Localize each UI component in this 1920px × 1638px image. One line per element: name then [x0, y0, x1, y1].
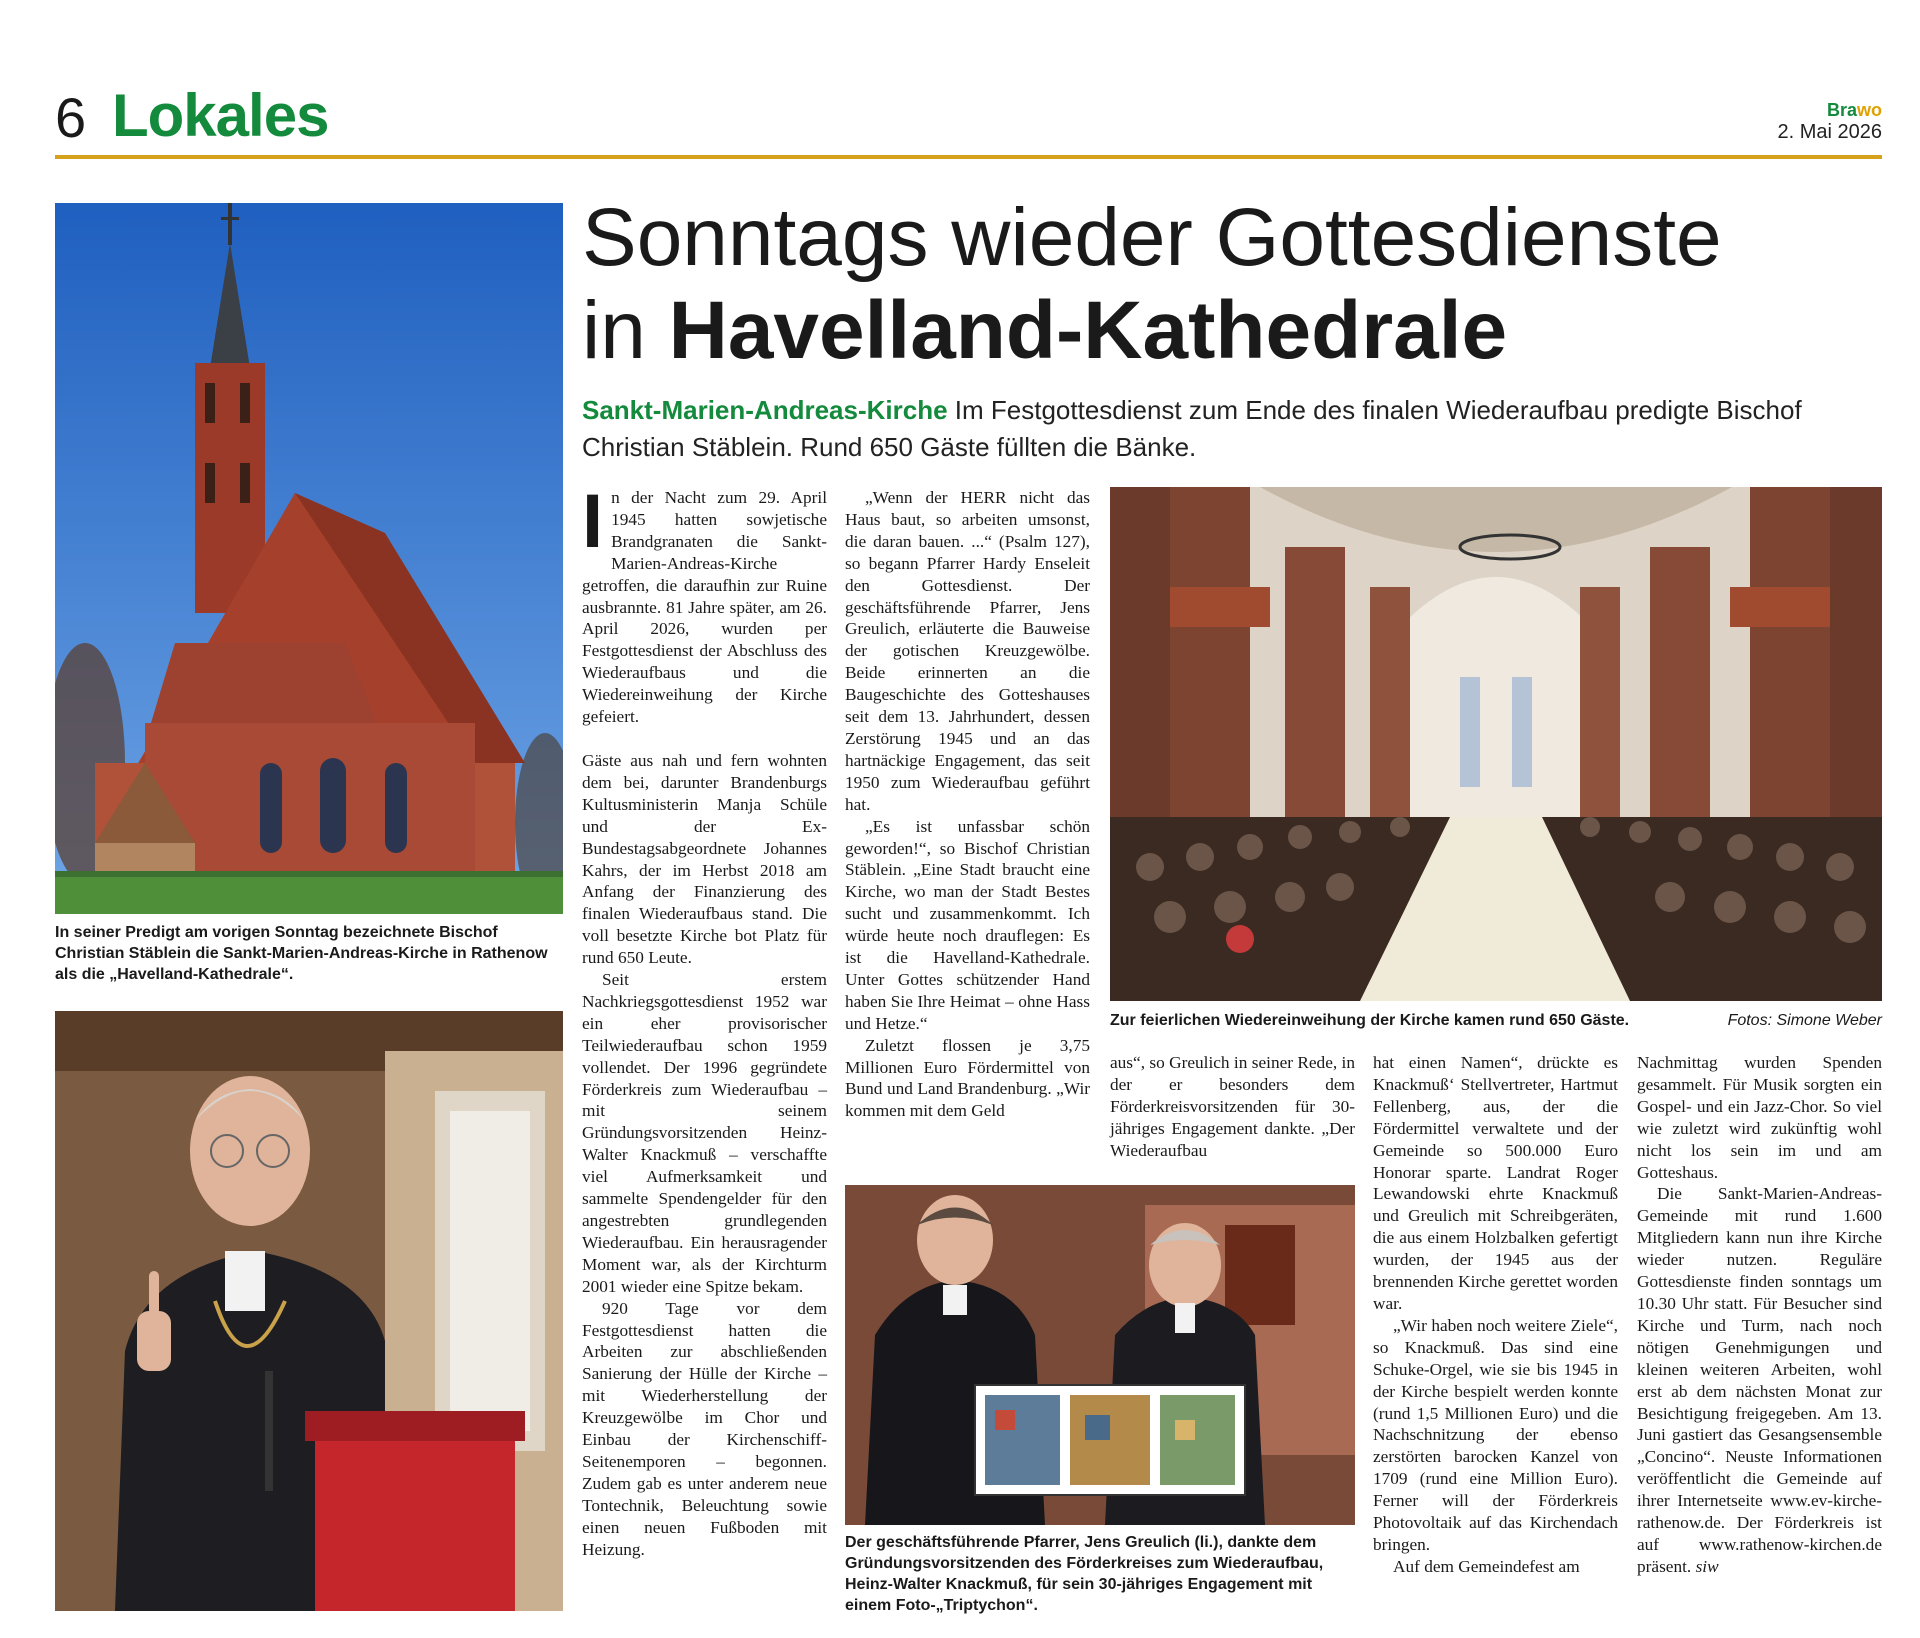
- col5-paragraph-2-text: Die Sankt-Marien-Andreas-Gemeinde mit rund 1.600 Mitgliedern kann nun ihre Kirche wieder nutzen. Reguläre Gottesdienste finden sonntags um 10.30 Uhr statt. Für Besucher sind Kirche und Turm, nach noch nötigen Genehmigungen und kleinen weiteren Arbeiten, wohl erst ab dem nächsten Monat zur Besichtigung freigegeben. Am 13. Juni gastiert das Gesangsensemble „Concino“. Neuste Informationen veröffentlicht die Gemeinde auf ihrer Internetseite www.ev-kirche-rathenow.de. Der Förderkreis ist auf www.rathenow-kirchen.de präsent.: [1637, 1184, 1882, 1576]
- header-rule: [55, 155, 1882, 159]
- col2-paragraph-2: „Es ist unfassbar schön geworden!“, so Bischof Christian Stäblein. „Eine Stadt braucht eine Kirche, wo man der Stadt Bestes sucht und zusammenkommt. Ich würde heute noch drauflegen: Es ist die Havelland-Kathedrale. Unter Gottes schützender Hand haben Sie Ihre Heimat – ohne Hass und Hetze.“: [845, 816, 1090, 1033]
- bishop-photo: [55, 1011, 563, 1611]
- article-column-1: [582, 479, 827, 1561]
- triptych-photo: [845, 1185, 1355, 1525]
- triptych-caption: Der geschäftsführende Pfarrer, Jens Greulich (li.), dankte dem Gründungsvorsitzenden des Förderkreises zum Wiederaufbau, Heinz-Walter Knackmuß, für sein 30-jähriges Engagement mit einem Foto-„Triptychon“.: [845, 1534, 1324, 1614]
- lead-text: Im Festgottesdienst zum Ende des finalen Wiederaufbau predigte Bischof Christian Stäblein. Rund 650 Gäste füllten die Bänke.: [582, 395, 1802, 462]
- church-exterior-illustration: [55, 203, 563, 914]
- col5-paragraph-1: Nachmittag wurden Spenden gesammelt. Für Musik sorgten ein Gospel- und ein Jazz-Chor. So viel wie zuletzt wird zukünftig wohl nicht los sein im und am Gotteshaus.: [1637, 1053, 1882, 1182]
- church-exterior-caption: In seiner Predigt am vorigen Sonntag bezeichnete Bischof Christian Stäblein die Sankt-Marien-Andreas-Kirche in Rathenow als die „Havelland-Kathedrale“.: [55, 924, 548, 983]
- church-interior-illustration: [1110, 487, 1882, 1001]
- col1-paragraph-3: Seit erstem Nachkriegsgottesdienst 1952 war ein eher provisorischer Teilwiederaufbau schon 1959 vollendet. Der 1996 gegründete Förderkreis zum Wiederaufbau – mit seinem Gründungsvorsitzenden Heinz-Walter Knackmuß – verschaffte viel Aufmerksamkeit und sammelte Spendengelder für den angestrebten grundlegenden Wiederaufbau. Ein herausragender Moment war, als der Kirchturm 2001 wieder eine Spitze bekam.: [582, 970, 827, 1296]
- col4-paragraph-3: Auf dem Gemeindefest am: [1393, 1556, 1580, 1576]
- photo-credit: Fotos: Simone Weber: [1727, 1012, 1882, 1029]
- col5-paragraph-2: [1637, 1183, 1882, 1577]
- church-interior-photo: [1110, 487, 1882, 1001]
- headline-prefix: in: [582, 285, 669, 376]
- lead-paragraph: [582, 392, 1882, 466]
- triptych-illustration: [845, 1185, 1355, 1525]
- headline-line1: Sonntags wieder Gottesdienste: [582, 192, 1722, 283]
- col2-paragraph-3: Zuletzt flossen je 3,75 Millionen Euro Fördermittel von Bund und Land Brandenburg. „Wir kommen mit dem Geld: [845, 1035, 1090, 1121]
- bishop-illustration: [55, 1011, 563, 1611]
- col3-paragraph-1: aus“, so Greulich in seiner Rede, in der er besonders dem Förderkreisvorsitzenden für 30-jähriges Engagement dankte. „Der Wiederaufbau: [1110, 1053, 1355, 1160]
- article-column-5: [1637, 1052, 1882, 1578]
- col1-paragraph-2: Gäste aus nah und fern wohnten dem bei, darunter Brandenburgs Kultusministerin Manja Schüle und der Ex-Bundestagsabgeordnete Johannes Kahrs, der im Herbst 2018 am Anfang der Finanzierung des finalen Wiederaufbaus stand. Die voll besetzte Kirche bot Platz für rund 650 Leute.: [582, 750, 827, 968]
- col4-paragraph-1: hat einen Namen“, drückte es Knackmuß‘ Stellvertreter, Hartmut Fellenberg, aus, der die Fördermittel verwaltete und der Gemeinde so 500.000 Euro Honorar sparte. Landrat Roger Lewandowski ehrte Knackmuß und Greulich mit Schreibgeräten, die aus einem Holzbalken gefertigt wurden, der 1945 aus der brennenden Kirche gerettet worden war.: [1373, 1053, 1618, 1313]
- article-column-2: [845, 487, 1090, 1122]
- headline-line2: [582, 285, 1882, 377]
- col1-paragraph-1: [582, 479, 827, 728]
- col1-paragraph-1-text: n der Nacht zum 29. April 1945 hatten sowjetische Brandgranaten die Sankt-Marien-Andreas-Kirche getroffen, die daraufhin zur Ruine ausbrannte. 81 Jahre später, am 26. April 2026, wurden per Festgottesdienst der Abschluss des Wiederaufbaus und die Wiedereinweihung der Kirche gefeiert.: [582, 488, 827, 727]
- col4-paragraph-2: „Wir haben noch weitere Ziele“, so Knackmuß. Das sind eine Schuke-Orgel, wie sie bis 1945 in der Kirche bespielt werden konnte (rund 1,5 Millionen Euro) und die Nachschnitzung der ebenso zerstörten barocken Kanzel von 1709 (rund eine Million Euro). Ferner will der Förderkreis Photovoltaik auf das Kirchendach bringen.: [1373, 1315, 1618, 1554]
- brand-logo: [1827, 100, 1882, 120]
- brand-logo-part2: wo: [1857, 100, 1882, 120]
- issue-date: 2. Mai 2026: [1777, 121, 1882, 143]
- drop-cap: I: [582, 479, 604, 564]
- church-exterior-photo: [55, 203, 563, 914]
- article-column-3: [1110, 1052, 1355, 1162]
- headline-bold: Havelland-Kathedrale: [668, 285, 1508, 376]
- section-title: Lokales: [112, 82, 329, 149]
- church-interior-caption: Zur feierlichen Wiedereinweihung der Kirche kamen rund 650 Gäste.: [1110, 1012, 1630, 1029]
- col2-paragraph-1: „Wenn der HERR nicht das Haus baut, so arbeiten umsonst, die daran bauen. ...“ (Psalm 127), so begann Pfarrer Hardy Enseleit den Gottesdienst. Der geschäftsführende Pfarrer, Jens Greulich, erläuterte die Bauweise der gotischen Kreuzgewölbe. Beide erinnerten an die Baugeschichte des Gotteshauses seit dem 13. Jahrhundert, dessen Zerstörung 1945 und an das hartnäckige Engagement, das seit 1950 zum Wiederaufbau geführt hat.: [845, 488, 1090, 814]
- author-initials: siw: [1695, 1556, 1719, 1576]
- lead-keyword: Sankt-Marien-Andreas-Kirche: [582, 395, 948, 425]
- col1-paragraph-4: 920 Tage vor dem Festgottesdienst hatten die Arbeiten zur abschließenden Sanierung der Hülle der Kirche – mit Wiederherstellung der Kreuzgewölbe im Chor und Einbau der Kirchenschiff-Seitenemporen – begonnen. Zudem gab es unter anderem neue Tontechnik, Beleuchtung sowie einen neuen Fußboden mit Heizung.: [582, 1298, 827, 1559]
- page-number: 6: [55, 86, 87, 149]
- article-column-4: [1373, 1052, 1618, 1578]
- brand-logo-part1: Bra: [1826, 100, 1857, 120]
